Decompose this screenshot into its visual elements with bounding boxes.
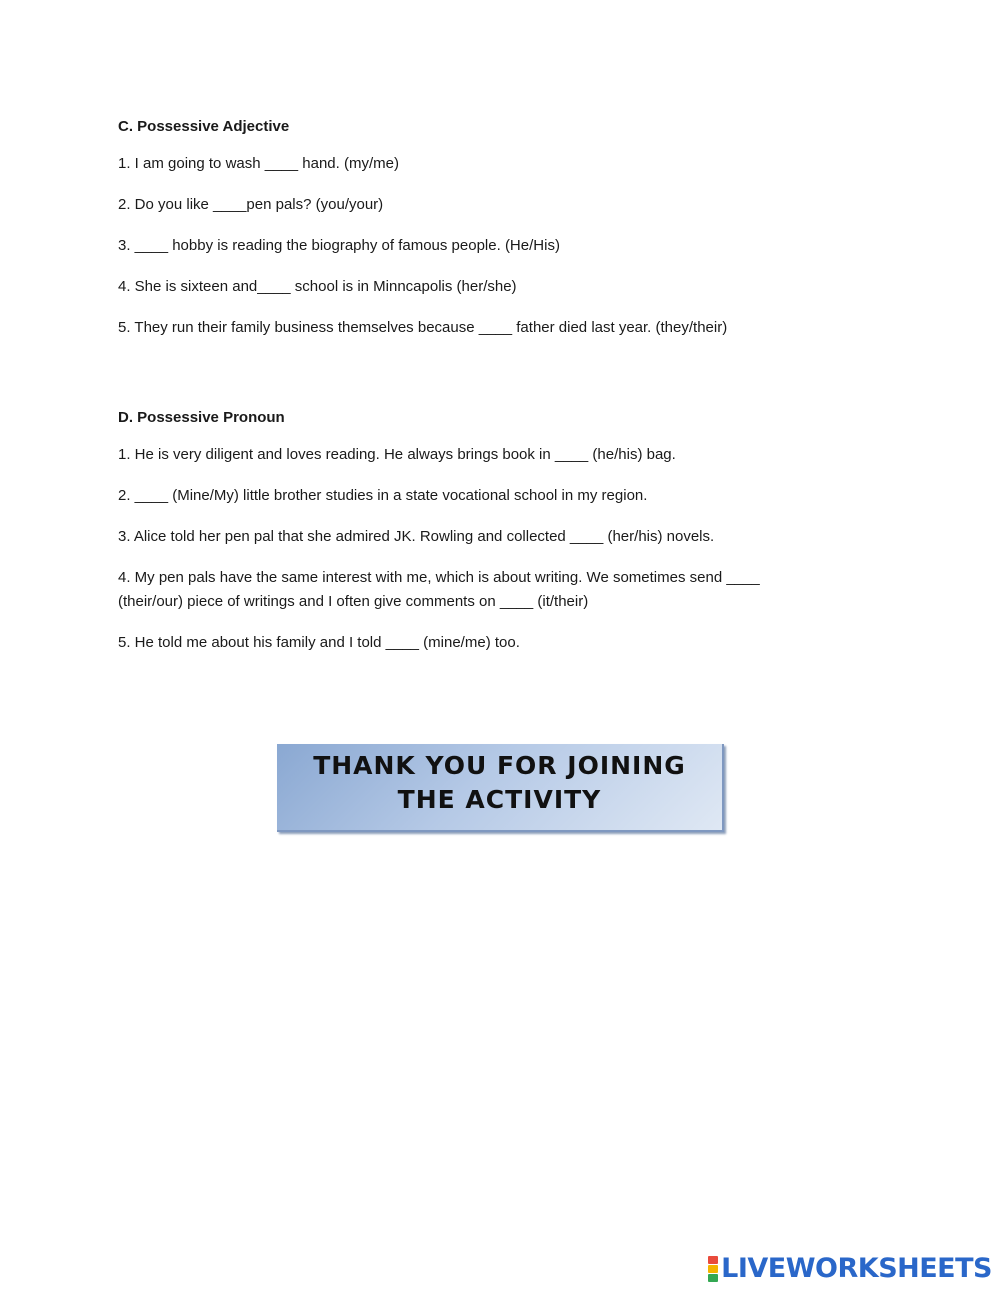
liveworksheets-logo-icon: [708, 1256, 718, 1282]
banner-text: [313, 749, 686, 817]
exercise-item: 5. He told me about his family and I told ____ (mine/me) too.: [118, 634, 520, 651]
brand-name: LIVEWORKSHEETS: [721, 1253, 992, 1284]
exercise-item: 5. They run their family business themselves because ____ father died last year. (they/their): [118, 319, 728, 336]
thank-you-banner: [277, 744, 724, 832]
banner-line-2: THE ACTIVITY: [397, 785, 602, 814]
section-title: D. Possessive Pronoun: [118, 409, 285, 426]
section-title: C. Possessive Adjective: [118, 118, 290, 135]
exercise-item: 3. ____ hobby is reading the biography of famous people. (He/His): [118, 237, 560, 254]
liveworksheets-brand[interactable]: [708, 1255, 992, 1283]
section-possessive-pronoun: [118, 409, 838, 655]
exercise-item-continuation: (their/our) piece of writings and I often give comments on ____ (it/their): [118, 593, 589, 610]
exercise-item: 1. I am going to wash ____ hand. (my/me): [118, 155, 399, 172]
exercise-item: 4. My pen pals have the same interest with me, which is about writing. We sometimes send ____: [118, 569, 760, 586]
exercise-item: 1. He is very diligent and loves reading. He always brings book in ____ (he/his) bag.: [118, 446, 676, 463]
section-possessive-adjective: [118, 118, 838, 340]
banner-line-1: THANK YOU FOR JOINING: [313, 751, 686, 780]
exercise-item: 3. Alice told her pen pal that she admired JK. Rowling and collected ____ (her/his) novels.: [118, 528, 715, 545]
exercise-item: 4. She is sixteen and____ school is in Minncapolis (her/she): [118, 278, 517, 295]
exercise-item: 2. Do you like ____pen pals? (you/your): [118, 196, 384, 213]
exercise-item: 2. ____ (Mine/My) little brother studies in a state vocational school in my region.: [118, 487, 648, 504]
